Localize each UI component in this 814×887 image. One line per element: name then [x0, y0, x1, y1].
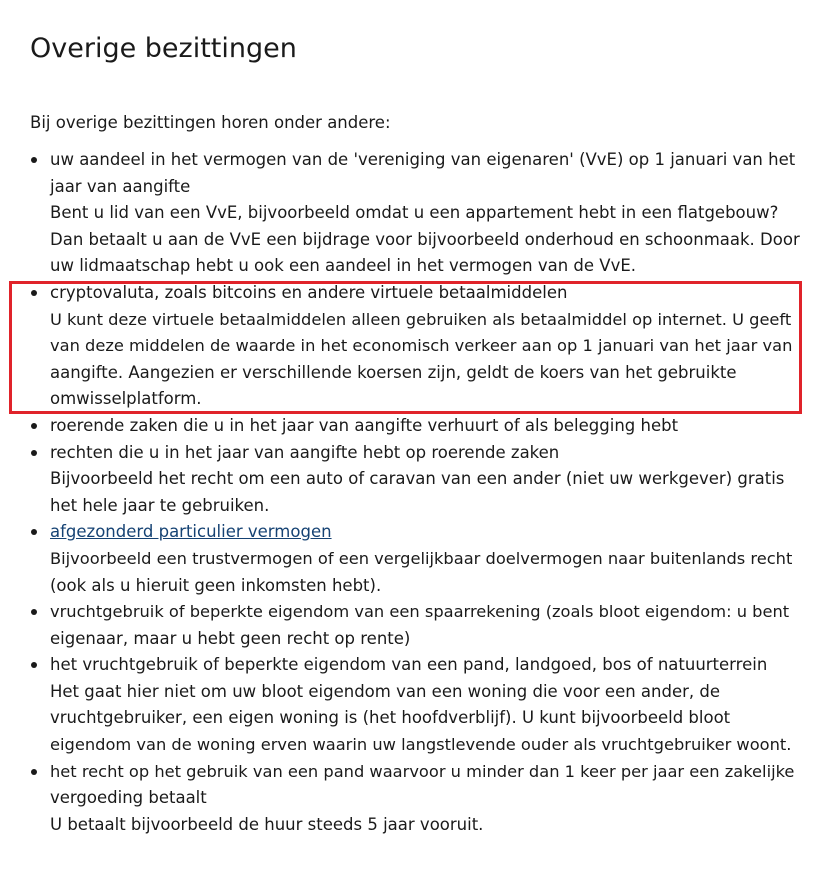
item-line: vruchtgebruik of beperkte eigendom van een spaarrekening (zoals bloot eigendom: u bent	[50, 602, 790, 622]
list-item-pand-vruchtgebruik	[30, 652, 800, 758]
item-line: cryptovaluta, zoals bitcoins en andere virtuele betaalmiddelen	[50, 282, 568, 302]
intro-text: Bij overige bezittingen horen onder andere:	[30, 113, 391, 132]
item-line: van deze middelen de waarde in het economisch verkeer aan op 1 januari van het jaar van	[50, 336, 793, 356]
item-line: Bijvoorbeeld een trustvermogen of een vergelijkbaar doelvermogen naar buitenlands recht	[50, 548, 793, 568]
item-line: rechten die u in het jaar van aangifte hebt op roerende zaken	[50, 442, 560, 462]
item-line: (ook als u hieruit geen inkomsten hebt).	[50, 575, 382, 595]
list-item-pand-gebruik	[30, 759, 800, 839]
item-line: omwisselplatform.	[50, 389, 202, 409]
item-line: het vruchtgebruik of beperkte eigendom van een pand, landgoed, bos of natuurterrein	[50, 655, 768, 675]
item-line: vruchtgebruiker, een eigen woning is (het hoofdverblijf). U kunt bijvoorbeeld bloot	[50, 708, 731, 728]
item-line: jaar van aangifte	[50, 176, 191, 196]
item-line: roerende zaken die u in het jaar van aangifte verhuurt of als belegging hebt	[50, 415, 679, 435]
list-item-cryptovaluta	[30, 280, 800, 413]
list-item-vve	[30, 147, 800, 280]
afgezonderd-vermogen-link[interactable]: afgezonderd particulier vermogen	[50, 522, 332, 542]
list-item-rechten	[30, 440, 800, 520]
item-line: U betaalt bijvoorbeeld de huur steeds 5 jaar vooruit.	[50, 814, 484, 834]
item-line: eigendom van de woning erven waarin uw langstlevende ouder als vruchtgebruiker woont.	[50, 735, 792, 755]
item-line: eigenaar, maar u hebt geen recht op rente)	[50, 628, 411, 648]
list-item-roerende-zaken	[30, 413, 800, 440]
list-item-afgezonderd-vermogen	[30, 519, 800, 599]
item-line: het recht op het gebruik van een pand waarvoor u minder dan 1 keer per jaar een zakelijke	[50, 761, 795, 781]
item-line: uw aandeel in het vermogen van de 'vereniging van eigenaren' (VvE) op 1 januari van het	[50, 150, 796, 169]
bullet-list	[30, 147, 800, 838]
item-line: aangifte. Aangezien er verschillende koersen zijn, geldt de koers van het gebruikte	[50, 362, 737, 382]
item-line: vergoeding betaalt	[50, 788, 207, 808]
item-line: Bijvoorbeeld het recht om een auto of caravan van een ander (niet uw werkgever) gratis	[50, 469, 785, 489]
item-line: Het gaat hier niet om uw bloot eigendom van een woning die voor een ander, de	[50, 681, 721, 701]
item-line: Bent u lid van een VvE, bijvoorbeeld omdat u een appartement hebt in een flatgebouw?	[50, 203, 779, 223]
list-item-spaarrekening	[30, 599, 800, 652]
item-line: U kunt deze virtuele betaalmiddelen alleen gebruiken als betaalmiddel op internet. U geeft	[50, 309, 792, 329]
item-line: Dan betaalt u aan de VvE een bijdrage voor bijvoorbeeld onderhoud en schoonmaak. Door	[50, 229, 800, 249]
item-line: uw lidmaatschap hebt u ook een aandeel in het vermogen van de VvE.	[50, 256, 637, 276]
page-title: Overige bezittingen	[30, 33, 297, 64]
item-line: het hele jaar te gebruiken.	[50, 495, 270, 515]
